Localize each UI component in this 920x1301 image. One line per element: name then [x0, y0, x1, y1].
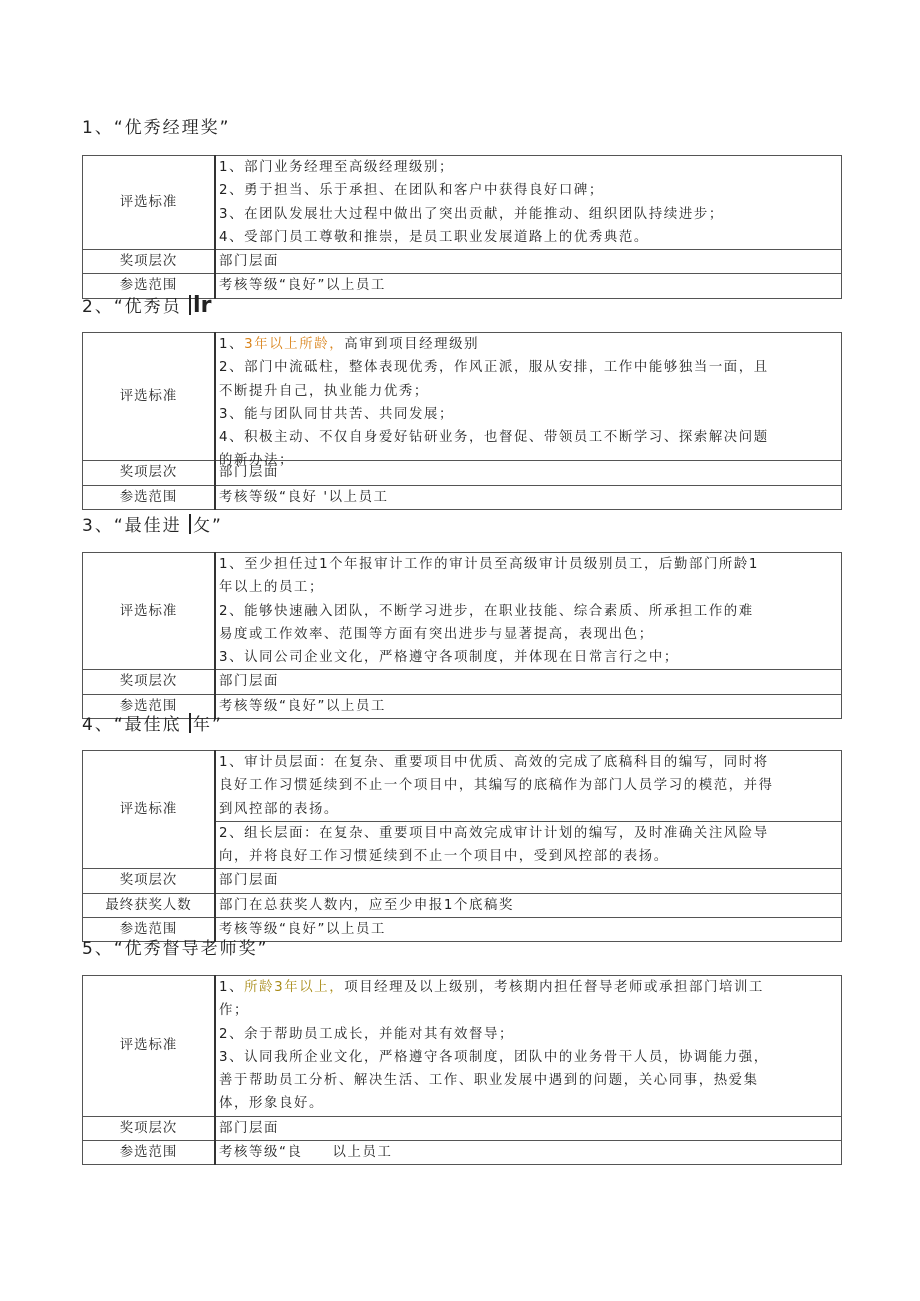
section-5-table	[82, 975, 842, 1165]
section-4-table	[82, 750, 842, 942]
criteria-line: 4、积极主动、不仅自身爱好钻研业务，也督促、带领员工不断学习、探索解决问题	[219, 430, 769, 446]
criteria-rest: 高审到项目经理级别	[344, 337, 480, 352]
scope-value: 考核等级“良好”以上员工	[215, 918, 842, 942]
heading-text: 4、“最佳底	[82, 715, 182, 735]
criteria-cell	[215, 553, 842, 670]
criteria-line	[219, 976, 838, 999]
criteria-line: 不断提升自己，执业能力优秀；	[219, 383, 429, 399]
criteria-prefix: 1、	[219, 337, 245, 352]
criteria-row	[83, 553, 842, 670]
heading-text: 攵”	[193, 516, 223, 536]
cell-border-fragment	[189, 514, 191, 534]
criteria-row	[83, 333, 842, 461]
section-1-table	[82, 155, 842, 299]
criteria-cell	[215, 976, 842, 1117]
count-value: 部门在总获奖人数内，应至少申报1个底稿奖	[215, 893, 842, 917]
criteria-label: 评选标准	[83, 333, 216, 461]
criteria-line: 善于帮助员工分析、解决生活、工作、职业发展中遇到的问题，关心同事，热爱集	[219, 1073, 759, 1089]
criteria-row	[83, 751, 842, 822]
section-2-heading	[82, 295, 211, 318]
cell-border-fragment	[189, 713, 191, 733]
level-value: 部门层面	[215, 1116, 842, 1140]
criteria-label: 评选标准	[83, 976, 216, 1117]
criteria-line: 体，形象良好。	[219, 1096, 324, 1112]
criteria-line	[219, 333, 838, 356]
scope-label: 参选范围	[83, 485, 216, 509]
criteria-line: 1、审计员层面：在复杂、重要项目中优质、高效的完成了底稿科目的编写，同时将	[219, 755, 769, 770]
scope-value: 考核等级“良好”以上员工	[215, 274, 842, 298]
scope-value: 考核等级“良好 '以上员工	[215, 485, 842, 509]
heading-text: 年”	[193, 715, 223, 735]
criteria-line: 1、至少担任过1个年报审计工作的审计员至高级审计员级别员工，后勤部门所龄1	[219, 557, 760, 572]
level-label: 奖项层次	[83, 869, 216, 893]
scope-row	[83, 1141, 842, 1165]
criteria-line: 2、勇于担当、乐于承担、在团队和客户中获得良好口碑；	[219, 183, 604, 199]
heading-clipped-text: lr	[193, 293, 212, 318]
criteria-line: 作；	[219, 1003, 249, 1019]
cell-border-fragment	[189, 295, 191, 315]
criteria-line: 良好工作习惯延续到不止一个项目中，其编写的底稿作为部门人员学习的模范，并得	[219, 778, 774, 794]
criteria-highlight: 所龄3年以上，	[244, 980, 345, 995]
section-3-table	[82, 552, 842, 719]
level-row	[83, 1116, 842, 1140]
heading-text: 3、“最佳进	[82, 516, 182, 536]
scope-label: 参选范围	[83, 918, 216, 942]
level-label: 奖项层次	[83, 250, 216, 274]
level-label: 奖项层次	[83, 461, 216, 485]
section-4-heading	[82, 713, 223, 736]
criteria-line: 1、部门业务经理至高级经理级别；	[219, 160, 454, 175]
criteria-cell	[215, 751, 842, 822]
criteria-label: 评选标准	[83, 553, 216, 670]
criteria-line: 3、认同我所企业文化，严格遵守各项制度，团队中的业务骨干人员，协调能力强，	[219, 1049, 769, 1065]
scope-value: 考核等级“良好”以上员工	[215, 694, 842, 718]
level-row	[83, 250, 842, 274]
criteria-line: 3、认同公司企业文化，严格遵守各项制度，并体现在日常言行之中；	[219, 650, 679, 666]
criteria-line: 的新办法；	[219, 453, 294, 469]
level-label: 奖项层次	[83, 670, 216, 694]
criteria-cell	[215, 821, 842, 869]
criteria-line: 到风控部的表扬。	[219, 801, 339, 817]
scope-label: 参选范围	[83, 1141, 216, 1165]
count-label: 最终获奖人数	[83, 893, 216, 917]
criteria-cell	[215, 156, 842, 250]
section-3-heading	[82, 514, 223, 537]
level-value: 部门层面	[215, 250, 842, 274]
scope-label: 参选范围	[83, 274, 216, 298]
criteria-highlight: 3年以上所龄，	[244, 337, 345, 352]
section-1-heading: 1、“优秀经理奖”	[82, 118, 231, 138]
criteria-line: 3、在团队发展壮大过程中做出了突出贡献，并能推动、组织团队持续进步；	[219, 206, 724, 222]
criteria-row	[83, 976, 842, 1117]
section-5-heading: 5、“优秀督导老师奖”	[82, 939, 269, 959]
level-label: 奖项层次	[83, 1116, 216, 1140]
criteria-row	[83, 156, 842, 250]
criteria-line: 2、组长层面：在复杂、重要项目中高效完成审计计划的编写，及时准确关注风险导	[219, 825, 769, 841]
criteria-line: 易度或工作效率、范围等方面有突出进步与显著提高，表现出色；	[219, 626, 654, 642]
criteria-line: 3、能与团队同甘共苦、共同发展；	[219, 406, 454, 422]
criteria-rest: 项目经理及以上级别，考核期内担任督导老师或承担部门培训工	[344, 980, 764, 995]
criteria-line: 2、部门中流砥柱，整体表现优秀，作风正派，服从安排，工作中能够独当一面，且	[219, 360, 769, 376]
heading-text: 2、“优秀员	[82, 297, 182, 317]
level-row	[83, 670, 842, 694]
criteria-line: 向，并将良好工作习惯延续到不止一个项目中，受到风控部的表扬。	[219, 849, 669, 865]
criteria-prefix: 1、	[219, 980, 245, 995]
level-value: 部门层面	[215, 461, 842, 485]
criteria-line: 年以上的员工；	[219, 580, 324, 596]
criteria-line: 2、能够快速融入团队，不断学习进步，在职业技能、综合素质、所承担工作的难	[219, 603, 754, 619]
criteria-line: 4、受部门员工尊敬和推崇，是员工职业发展道路上的优秀典范。	[219, 229, 649, 245]
criteria-label: 评选标准	[83, 156, 216, 250]
count-row	[83, 893, 842, 917]
level-row	[83, 461, 842, 485]
scope-value: 考核等级“良 以上员工	[215, 1141, 842, 1165]
level-row	[83, 869, 842, 893]
level-value: 部门层面	[215, 670, 842, 694]
level-value: 部门层面	[215, 869, 842, 893]
scope-row	[83, 485, 842, 509]
criteria-line: 2、余于帮助员工成长，并能对其有效督导；	[219, 1026, 514, 1042]
scope-label: 参选范围	[83, 694, 216, 718]
section-2-table	[82, 332, 842, 510]
criteria-label: 评选标准	[83, 751, 216, 869]
criteria-cell	[215, 333, 842, 469]
